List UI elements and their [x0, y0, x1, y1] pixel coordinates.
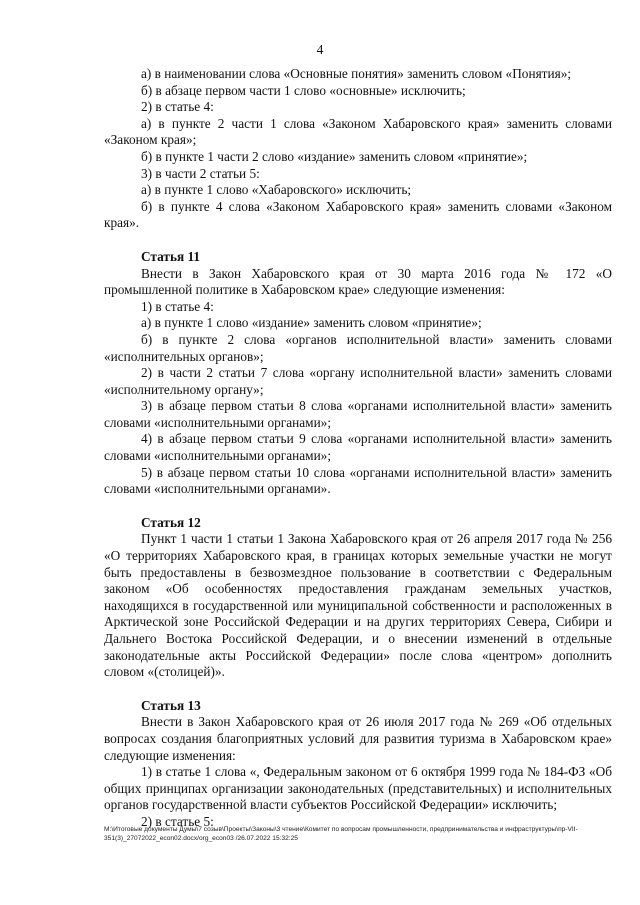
- amendments-block: [104, 66, 612, 232]
- paragraph: Внести в Закон Хабаровского края от 26 июля 2017 года № 269 «Об отдельных вопросах создания благоприятных условий для развития туризма в Хабаровском крае» следующие изменения:: [104, 714, 612, 763]
- paragraph: 2) в статье 4:: [141, 99, 214, 115]
- paragraph: 1) в статье 1 слова «, Федеральным законом от 6 октября 1999 года № 184-ФЗ «Об общих принципах организации законодательных (представительных) и исполнительных органов государственной власти субъектов Российской Федерации» исключить;: [104, 764, 612, 813]
- paragraph: 5) в абзаце первом статьи 10 слова «органами исполнительной власти» заменить словами «исполнительными органами».: [104, 464, 612, 497]
- article-title: Статья 12: [141, 514, 201, 530]
- article-11: [104, 249, 612, 498]
- paragraph: а) в наименовании слова «Основные понятия» заменить словом «Понятия»;: [141, 66, 572, 81]
- footer-line: М:\Итоговые документы Думы\7 созыв\Проекты\Законы\3 чтение\Комитет по вопросам промышленности, предпринимательства и инфраструктуры\пр-VII-: [104, 826, 578, 833]
- article-12: [104, 515, 612, 681]
- paragraph: 2) в части 2 статьи 7 слова «органу исполнительной власти» заменить словами «исполнительному органу»;: [104, 365, 612, 397]
- footer-line: 351(3)_27072022_econ02.docx/org_econ03 /26.07.2022 15:32:25: [104, 834, 298, 842]
- paragraph: Пункт 1 части 1 статьи 1 Закона Хабаровского края от 26 апреля 2017 года № 256 «О территориях Хабаровского края, в границах которых земельные участки не могут быть предоставлены в безвозмездное пользование в соответствии с Федеральным законом «Об особенностях предоставления гражданам земельных участков, находящихся в государственной или муниципальной собственности и расположенных в Арктической зоне Российской Федерации и на других территориях Севера, Сибири и Дальнего Востока Российской Федерации, и о внесении изменений в отдельные законодательные акты Российской Федерации» после слова «центром» дополнить словом «(столицей)».: [104, 531, 612, 680]
- paragraph: б) в абзаце первом части 1 слово «основные» исключить;: [141, 82, 466, 98]
- paragraph: 3) в абзаце первом статьи 8 слова «органами исполнительной власти» заменить словами «исполнительными органами»;: [104, 398, 612, 430]
- paragraph: а) в пункте 1 слово «Хабаровского» исключить;: [141, 182, 412, 198]
- document-body: [104, 66, 612, 831]
- article-13: [104, 698, 612, 831]
- article-title: Статья 11: [141, 248, 201, 264]
- page-number: 4: [316, 42, 324, 57]
- paragraph: б) в пункте 4 слова «Законом Хабаровского края» заменить словами «Законом края».: [104, 198, 612, 231]
- paragraph: б) в пункте 1 части 2 слово «издание» заменить словом «принятие»;: [141, 148, 528, 164]
- paragraph: а) в пункте 2 части 1 слова «Законом Хабаровского края» заменить словами «Законом края»;: [104, 115, 612, 148]
- paragraph: а) в пункте 1 слово «издание» заменить словом «принятие»;: [141, 315, 482, 331]
- file-path-footer: [104, 826, 624, 843]
- paragraph: Внести в Закон Хабаровского края от 30 марта 2016 года № 172 «О промышленной политике в Хабаровском крае» следующие изменения:: [104, 265, 612, 298]
- paragraph: 3) в части 2 статьи 5:: [141, 165, 260, 181]
- article-title: Статья 13: [141, 697, 201, 713]
- paragraph: 4) в абзаце первом статьи 9 слова «органами исполнительной власти» заменить словами «исполнительными органами»;: [104, 431, 612, 464]
- paragraph: 1) в статье 4:: [141, 298, 214, 314]
- paragraph: б) в пункте 2 слова «органов исполнительной власти» заменить словами «исполнительных органов»;: [104, 331, 612, 364]
- paragraph: 2) в статье 5:: [141, 813, 214, 829]
